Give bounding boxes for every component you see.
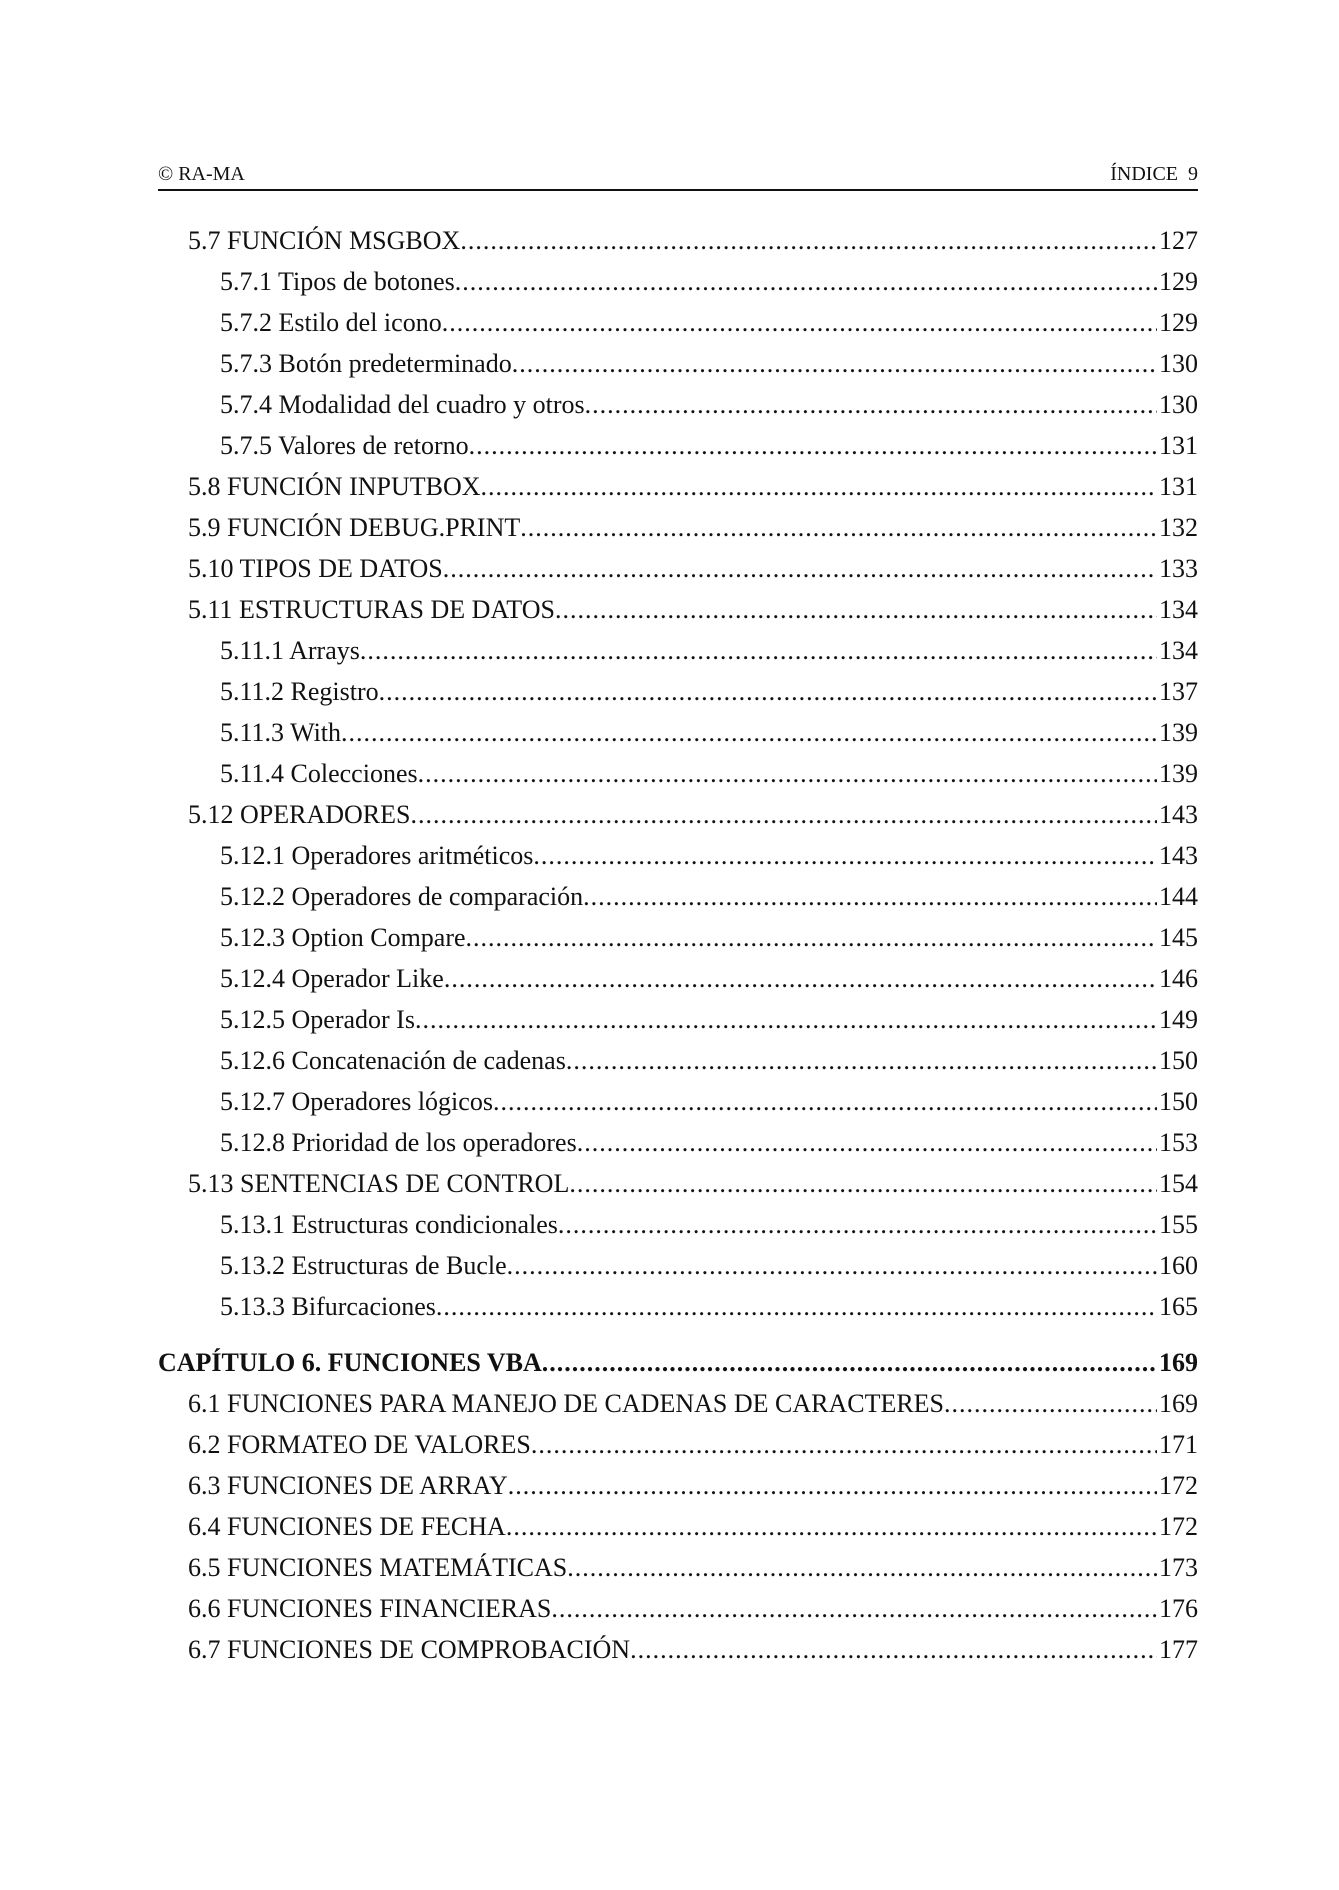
toc-entry: [158, 876, 1198, 917]
dot-leader: [415, 999, 1157, 1040]
dot-leader: [379, 671, 1157, 712]
toc-entry-title: 6.2 FORMATEO DE VALORES: [188, 1430, 531, 1459]
dot-leader: [531, 1424, 1157, 1465]
publisher-copyright: © RA-MA: [158, 163, 245, 185]
toc-entry-title: 5.7.4 Modalidad del cuadro y otros: [220, 390, 585, 419]
dot-leader: [443, 548, 1157, 589]
toc-entry-page-number: 129: [1159, 308, 1198, 337]
section-and-page-number: ÍNDICE 9: [1110, 163, 1198, 185]
toc-entry-page-number: 133: [1159, 554, 1198, 583]
toc-entry-page-number: 150: [1159, 1046, 1198, 1075]
dot-leader: [493, 1081, 1157, 1122]
toc-entry: [158, 712, 1198, 753]
toc-entry-page-number: 143: [1159, 841, 1198, 870]
toc-entry: [158, 343, 1198, 384]
toc-entry: [158, 425, 1198, 466]
toc-entry-title: 5.12 OPERADORES: [188, 800, 411, 829]
toc-entry-page-number: 137: [1159, 677, 1198, 706]
dot-leader: [542, 1342, 1157, 1383]
dot-leader: [583, 876, 1157, 917]
toc-entry: [158, 589, 1198, 630]
toc-entry-title: 6.7 FUNCIONES DE COMPROBACIÓN: [188, 1635, 631, 1664]
toc-entry: [158, 384, 1198, 425]
toc-entry: [158, 1122, 1198, 1163]
dot-leader: [466, 917, 1157, 958]
toc-entry-title: 5.11.3 With: [220, 718, 342, 747]
toc-entry-page-number: 177: [1159, 1635, 1198, 1664]
toc-entry-page-number: 160: [1159, 1251, 1198, 1280]
toc-entry-title: CAPÍTULO 6. FUNCIONES VBA: [158, 1348, 542, 1377]
dot-leader: [418, 753, 1157, 794]
toc-entry-page-number: 134: [1159, 636, 1198, 665]
dot-leader: [341, 712, 1157, 753]
toc-entry-page-number: 144: [1159, 882, 1198, 911]
toc-entry: [158, 466, 1198, 507]
toc-entry-title: 5.9 FUNCIÓN DEBUG.PRINT: [188, 513, 521, 542]
toc-entry-page-number: 172: [1159, 1512, 1198, 1541]
dot-leader: [585, 384, 1157, 425]
toc-entry: [158, 302, 1198, 343]
toc-entry-title: 5.13.3 Bifurcaciones: [220, 1292, 436, 1321]
toc-entry-title: 6.4 FUNCIONES DE FECHA: [188, 1512, 506, 1541]
dot-leader: [436, 1286, 1157, 1327]
toc-entry-page-number: 127: [1159, 226, 1198, 255]
toc-entry: [158, 1547, 1198, 1588]
toc-entry-page-number: 173: [1159, 1553, 1198, 1582]
dot-leader: [360, 630, 1157, 671]
dot-leader: [558, 1204, 1157, 1245]
toc-entry-title: 5.7 FUNCIÓN MSGBOX: [188, 226, 461, 255]
toc-entry-title: 5.12.6 Concatenación de cadenas: [220, 1046, 566, 1075]
dot-leader: [577, 1122, 1157, 1163]
toc-entry-page-number: 169: [1159, 1389, 1198, 1418]
toc-entry-page-number: 145: [1159, 923, 1198, 952]
toc-entry-title: 5.7.5 Valores de retorno: [220, 431, 469, 460]
toc-entry: [158, 794, 1198, 835]
toc-entry: [158, 671, 1198, 712]
toc-entry: [158, 220, 1198, 261]
toc-entry-title: 6.5 FUNCIONES MATEMÁTICAS: [188, 1553, 568, 1582]
toc-entry-page-number: 165: [1159, 1292, 1198, 1321]
toc-entry-title: 5.12.4 Operador Like: [220, 964, 444, 993]
dot-leader: [481, 466, 1157, 507]
toc-entry-title: 5.12.3 Option Compare: [220, 923, 466, 952]
toc-entry: [158, 999, 1198, 1040]
toc-entry-title: 5.12.2 Operadores de comparación: [220, 882, 584, 911]
toc-entry-title: 5.10 TIPOS DE DATOS: [188, 554, 443, 583]
toc-entry-title: 5.7.2 Estilo del icono: [220, 308, 442, 337]
toc-entry: [158, 507, 1198, 548]
toc-entry-page-number: 139: [1159, 759, 1198, 788]
dot-leader: [567, 1547, 1157, 1588]
toc-entry: [158, 630, 1198, 671]
toc-entry-page-number: 131: [1159, 472, 1198, 501]
dot-leader: [442, 302, 1157, 343]
toc-entry-page-number: 131: [1159, 431, 1198, 460]
toc-entry-title: 5.12.1 Operadores aritméticos: [220, 841, 534, 870]
toc-entry-title: 5.13.2 Estructuras de Bucle: [220, 1251, 507, 1280]
toc-entry-title: 5.8 FUNCIÓN INPUTBOX: [188, 472, 481, 501]
table-of-contents: [158, 220, 1198, 1670]
dot-leader: [944, 1383, 1157, 1424]
dot-leader: [507, 1245, 1157, 1286]
dot-leader: [533, 835, 1157, 876]
toc-entry-page-number: 172: [1159, 1471, 1198, 1500]
toc-entry-page-number: 153: [1159, 1128, 1198, 1157]
dot-leader: [460, 220, 1157, 261]
toc-entry-title: 5.12.5 Operador Is: [220, 1005, 415, 1034]
page-header: [158, 160, 1198, 188]
toc-entry: [158, 1424, 1198, 1465]
toc-entry-page-number: 130: [1159, 349, 1198, 378]
toc-entry-title: 5.11 ESTRUCTURAS DE DATOS: [188, 595, 555, 624]
toc-entry: [158, 835, 1198, 876]
toc-entry-page-number: 139: [1159, 718, 1198, 747]
dot-leader: [469, 425, 1157, 466]
dot-leader: [455, 261, 1157, 302]
dot-leader: [555, 589, 1157, 630]
toc-entry-title: 6.1 FUNCIONES PARA MANEJO DE CADENAS DE CARACTERES: [188, 1389, 945, 1418]
dot-leader: [551, 1588, 1157, 1629]
toc-entry-title: 5.12.8 Prioridad de los operadores: [220, 1128, 577, 1157]
dot-leader: [508, 1465, 1157, 1506]
toc-entry-page-number: 171: [1159, 1430, 1198, 1459]
toc-entry: [158, 1629, 1198, 1670]
dot-leader: [444, 958, 1157, 999]
toc-entry-page-number: 155: [1159, 1210, 1198, 1239]
dot-leader: [506, 1506, 1157, 1547]
toc-entry: [158, 958, 1198, 999]
toc-entry-page-number: 129: [1159, 267, 1198, 296]
toc-entry-page-number: 150: [1159, 1087, 1198, 1116]
toc-entry-title: 5.11.4 Colecciones: [220, 759, 418, 788]
toc-entry: [158, 261, 1198, 302]
toc-entry-title: 6.6 FUNCIONES FINANCIERAS: [188, 1594, 552, 1623]
toc-entry-page-number: 169: [1159, 1348, 1198, 1377]
toc-entry-title: 5.12.7 Operadores lógicos: [220, 1087, 493, 1116]
dot-leader: [512, 343, 1157, 384]
toc-entry: [158, 1588, 1198, 1629]
toc-entry: [158, 1040, 1198, 1081]
toc-chapter-entry: [158, 1342, 1198, 1383]
toc-entry-page-number: 149: [1159, 1005, 1198, 1034]
toc-entry-title: 5.11.1 Arrays: [220, 636, 360, 665]
toc-entry-page-number: 146: [1159, 964, 1198, 993]
dot-leader: [566, 1040, 1157, 1081]
toc-entry-page-number: 130: [1159, 390, 1198, 419]
toc-entry-title: 5.13 SENTENCIAS DE CONTROL: [188, 1169, 570, 1198]
toc-entry-page-number: 134: [1159, 595, 1198, 624]
dot-leader: [569, 1163, 1157, 1204]
toc-entry: [158, 548, 1198, 589]
toc-entry-title: 6.3 FUNCIONES DE ARRAY: [188, 1471, 508, 1500]
toc-entry: [158, 1465, 1198, 1506]
toc-entry: [158, 1163, 1198, 1204]
header-rule: [158, 189, 1198, 191]
toc-entry-title: 5.7.1 Tipos de botones: [220, 267, 455, 296]
toc-entry: [158, 1081, 1198, 1122]
dot-leader: [630, 1629, 1157, 1670]
toc-entry-page-number: 154: [1159, 1169, 1198, 1198]
dot-leader: [520, 507, 1157, 548]
toc-entry-title: 5.11.2 Registro: [220, 677, 379, 706]
toc-entry-page-number: 176: [1159, 1594, 1198, 1623]
toc-entry: [158, 1286, 1198, 1327]
toc-entry-page-number: 143: [1159, 800, 1198, 829]
toc-entry-title: 5.13.1 Estructuras condicionales: [220, 1210, 558, 1239]
toc-entry: [158, 753, 1198, 794]
toc-entry: [158, 1506, 1198, 1547]
toc-entry-page-number: 132: [1159, 513, 1198, 542]
toc-entry: [158, 1245, 1198, 1286]
toc-entry: [158, 1383, 1198, 1424]
toc-entry-title: 5.7.3 Botón predeterminado: [220, 349, 512, 378]
toc-entry: [158, 917, 1198, 958]
dot-leader: [410, 794, 1157, 835]
toc-entry: [158, 1204, 1198, 1245]
